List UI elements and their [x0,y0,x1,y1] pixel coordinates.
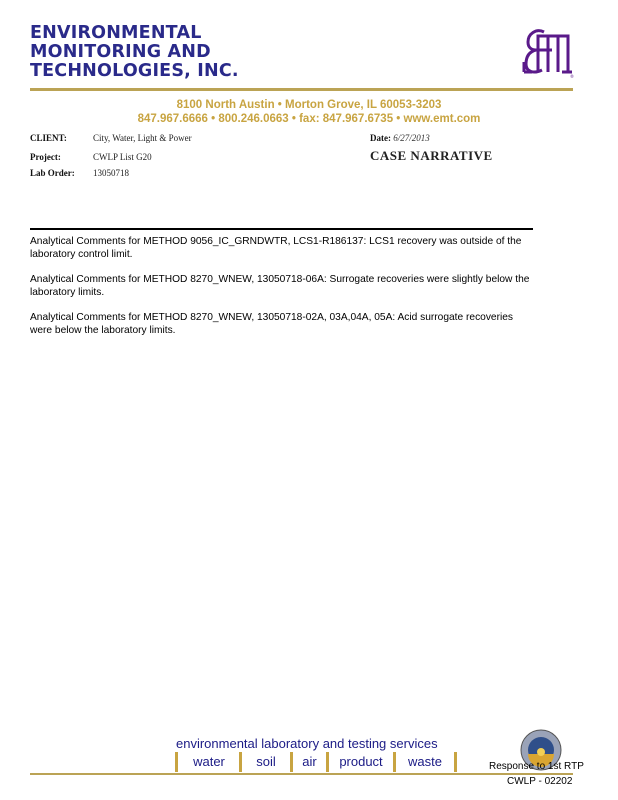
page-number-stamp: CWLP - 02202 [507,776,573,787]
lab-order-label: Lab Order: [30,168,75,178]
project-value: CWLP List G20 [93,152,152,162]
company-name-line1: ENVIRONMENTAL [30,23,202,43]
service-water: water [193,754,225,769]
date-label-text: Date: [370,133,391,143]
project-label: Project: [30,152,61,162]
service-air: air [302,754,317,769]
company-address: 8100 North Austin • Morton Grove, IL 60053-3203 [176,99,442,111]
company-name [30,24,239,81]
response-stamp: Response to 1st RTP [489,761,584,772]
date-value: 6/27/2013 [393,133,430,143]
comment-1: Analytical Comments for METHOD 9056_IC_GRNDWTR, LCS1-R186137: LCS1 recovery was outside of the laboratory control limit. [30,236,522,260]
comment-2: Analytical Comments for METHOD 8270_WNEW, 13050718-06A: Surrogate recoveries were slightly below the laboratory limits. [30,274,530,298]
company-name-line3: TECHNOLOGIES, INC. [30,61,239,81]
service-product: product [339,754,383,769]
date-label [370,133,430,143]
services-separator [175,752,178,772]
section-rule [30,228,533,230]
footer-rule [30,773,573,775]
comment-3: Analytical Comments for METHOD 8270_WNEW, 13050718-02A, 03A,04A, 05A: Acid surrogate recoveries were below the laboratory limits. [30,312,513,336]
lab-order-value: 13050718 [93,168,129,178]
company-name-line2: MONITORING AND [30,42,211,62]
doc-title: CASE NARRATIVE [370,148,493,163]
service-waste: waste [408,754,442,769]
client-label: CLIENT: [30,133,67,143]
service-soil: soil [256,754,276,769]
client-value: City, Water, Light & Power [93,133,192,143]
services-separator [454,752,457,772]
emt-logo [518,22,576,80]
footer-tagline: environmental laboratory and testing services [176,736,438,751]
header-rule [30,88,573,91]
company-contact: 847.967.6666 • 800.246.0663 • fax: 847.967.6735 • www.emt.com [137,113,481,125]
svg-text:®: ® [570,74,574,79]
